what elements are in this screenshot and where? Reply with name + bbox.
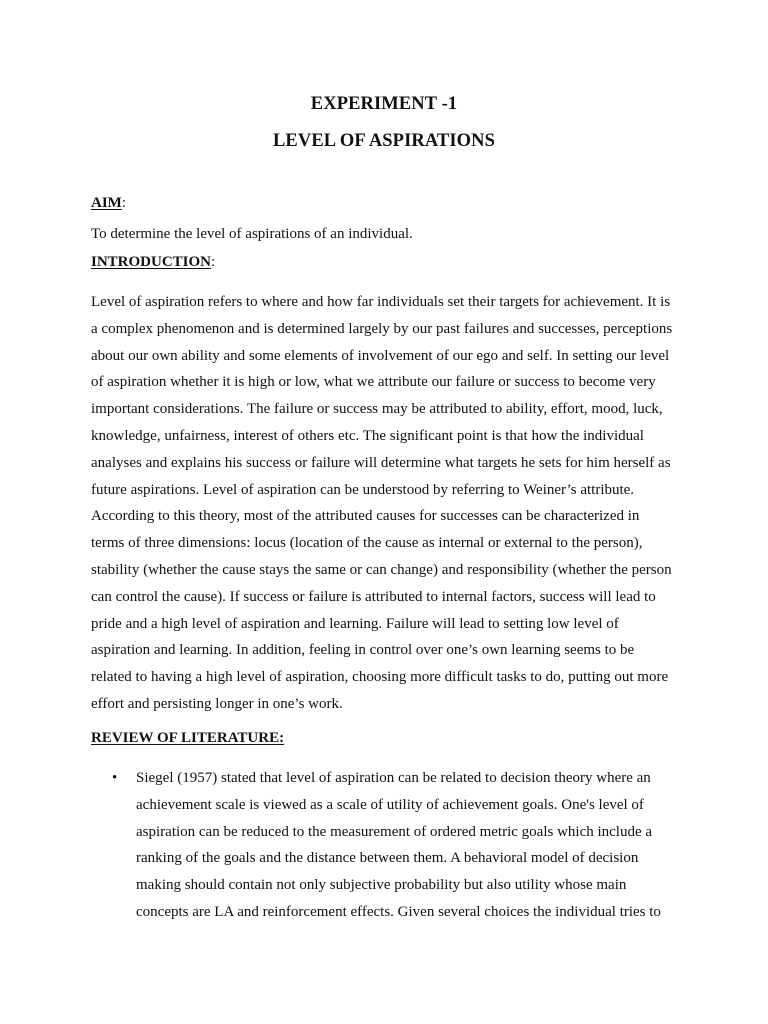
paragraph-line: a complex phenomenon and is determined largely by our past failures and successes, perceptions — [91, 320, 673, 337]
document-title-level-of-aspirations: LEVEL OF ASPIRATIONS — [272, 131, 495, 151]
paragraph-line: stability (whether the cause stays the same or can change) and responsibility (whether the person — [91, 561, 672, 578]
paragraph-line: aspiration and learning. In addition, feeling in control over one’s own learning seems to be — [91, 642, 635, 659]
review-of-literature-heading — [91, 730, 284, 747]
aim-heading — [91, 195, 126, 212]
bullet-line: concepts are LA and reinforcement effects. Given several choices the individual tries to — [136, 903, 661, 920]
bullet-line: achievement scale is viewed as a scale of utility of achievement goals. One's level of — [136, 796, 644, 813]
aim-heading-label: AIM — [91, 195, 122, 211]
introduction-heading-label: INTRODUCTION — [91, 254, 212, 270]
review-heading-label: REVIEW OF LITERATURE: — [91, 730, 285, 746]
paragraph-line: important considerations. The failure or success may be attributed to ability, effort, mood, luck, — [91, 401, 663, 418]
aim-heading-colon: : — [121, 195, 126, 211]
introduction-heading — [91, 254, 215, 271]
paragraph-line: can control the cause). If success or failure is attributed to internal factors, success will lead to — [91, 588, 656, 605]
bullet-line: Siegel (1957) stated that level of aspiration can be related to decision theory where an — [136, 770, 651, 786]
review-bullet-text — [136, 765, 696, 926]
aim-text: To determine the level of aspirations of an individual. — [91, 226, 413, 242]
paragraph-line: terms of three dimensions: locus (location of the cause as internal or external to the person), — [91, 535, 643, 552]
introduction-paragraph — [91, 289, 691, 718]
paragraph-line: related to having a high level of aspiration, choosing more difficult tasks to do, putting out more — [91, 669, 669, 686]
document-title-experiment: EXPERIMENT -1 — [310, 94, 458, 114]
paragraph-line: analyses and explains his success or failure will determine what targets he sets for him herself as — [91, 454, 671, 471]
bullet-line: ranking of the goals and the distance between them. A behavioral model of decision — [136, 850, 639, 867]
paragraph-line: Level of aspiration refers to where and how far individuals set their targets for achievement. It is — [91, 294, 671, 310]
paragraph-line: pride and a high level of aspiration and learning. Failure will lead to setting low level of — [91, 615, 619, 632]
bullet-line: aspiration can be reduced to the measurement of ordered metric goals which include a — [136, 823, 653, 840]
paragraph-line: According to this theory, most of the attributed causes for successes can be characterized in — [91, 508, 640, 525]
paragraph-line: effort and persisting longer in one’s work. — [91, 695, 343, 712]
paragraph-line: future aspirations. Level of aspiration can be understood by referring to Weiner’s attribute. — [91, 481, 635, 498]
introduction-heading-colon: : — [211, 254, 216, 270]
bullet-icon: • — [112, 770, 118, 786]
paragraph-line: of aspiration whether it is high or low, what we attribute our failure or success to become very — [91, 374, 656, 391]
paragraph-line: knowledge, unfairness, interest of others etc. The significant point is that how the individual — [91, 427, 644, 444]
paragraph-line: about our own ability and some elements of involvement of our ego and self. In setting our level — [91, 347, 670, 364]
bullet-line: making should contain not only subjective probability but also utility whose main — [136, 877, 627, 894]
